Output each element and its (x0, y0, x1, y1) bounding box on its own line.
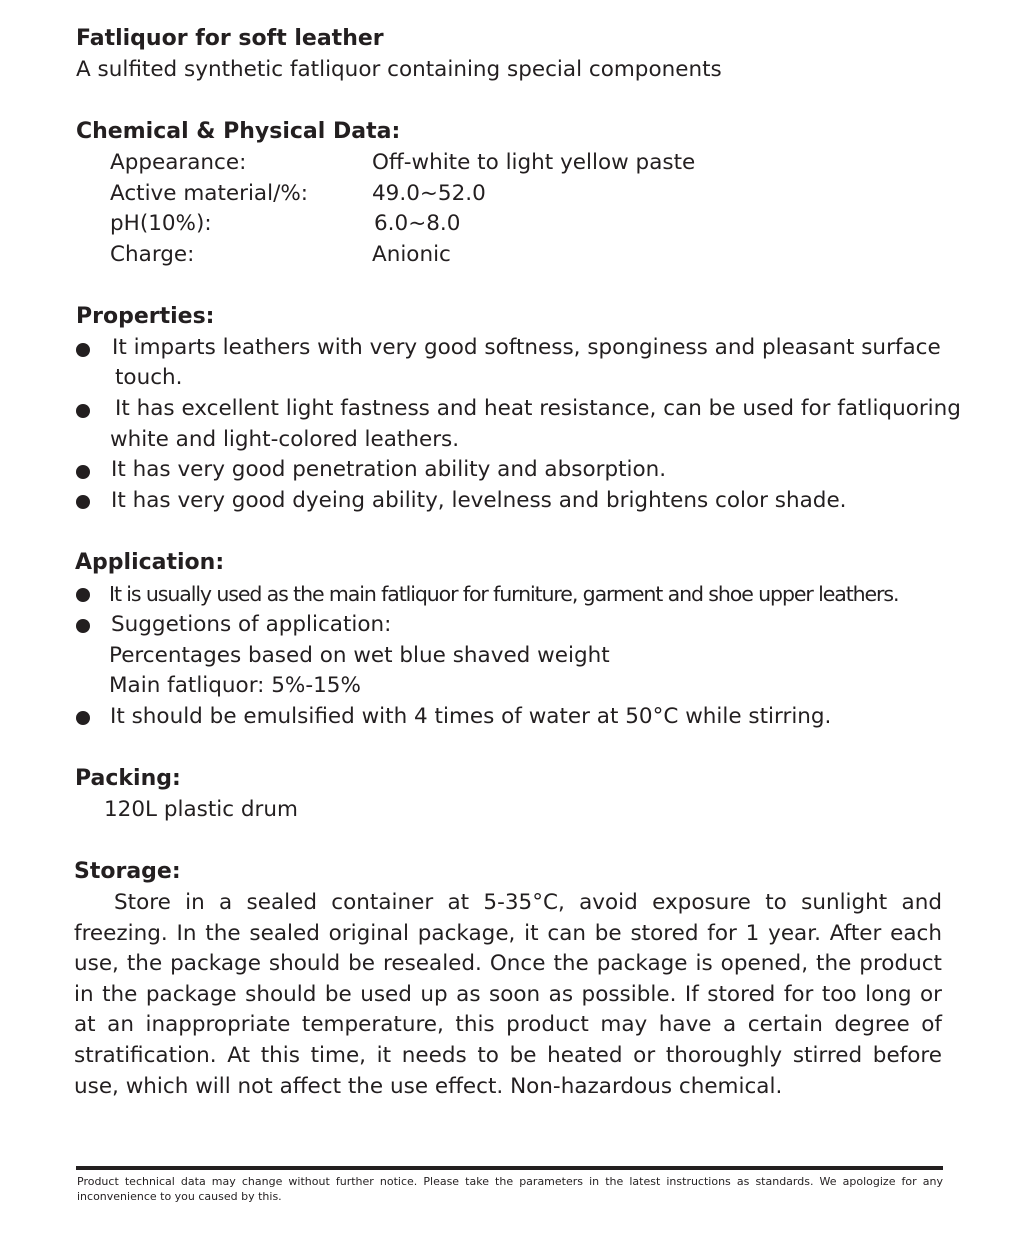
application-item-1: It is usually used as the main fatliquor for furniture, garment and shoe upper leathers. (109, 582, 899, 606)
product-title: Fatliquor for soft leather (76, 26, 384, 51)
bullet-icon (76, 619, 90, 633)
application-item-2-sub1: Percentages based on wet blue shaved weight (109, 643, 610, 668)
property-item-1-line2: touch. (115, 365, 183, 390)
application-item-3: It should be emulsified with 4 times of water at 50°C while stirring. (110, 704, 832, 729)
storage-paragraph (74, 888, 942, 1102)
bullet-icon (76, 343, 90, 357)
property-item-3: It has very good penetration ability and absorption. (111, 457, 667, 482)
chem-label: Active material/%: (110, 181, 308, 206)
chem-label: pH(10%): (110, 211, 212, 236)
property-item-4: It has very good dyeing ability, levelness and brightens color shade. (111, 488, 847, 513)
chem-value: Off-white to light yellow paste (372, 150, 696, 175)
property-item-2-line1: It has excellent light fastness and heat resistance, can be used for fatliquoring (115, 396, 961, 421)
chem-label: Charge: (110, 242, 195, 267)
bullet-icon (76, 711, 90, 725)
properties-heading: Properties: (76, 304, 215, 329)
application-heading: Application: (75, 550, 225, 575)
footer-notice: Product technical data may change without further notice. Please take the parameters in the latest instructions as standards. We apologize for any inconvenience to you caused by this. (77, 1175, 943, 1203)
storage-heading: Storage: (74, 859, 181, 884)
storage-text: Store in a sealed container at 5-35°C, avoid exposure to sunlight and freezing. In the sealed original package, it can be stored for 1 year. After each use, the package should be resealed. Once the package is opened, the product in the package should be used up as soon as possible. If stored for too long or at an inappropriate temperature, this product may have a certain degree of stratification. At this time, it needs to be heated or thoroughly stirred before use, which will not affect the use effect. Non-hazardous chemical. (74, 890, 942, 1099)
bullet-icon (76, 495, 90, 509)
chem-value: 6.0~8.0 (374, 211, 461, 236)
application-item-2: Suggetions of application: (111, 612, 392, 637)
chem-value: Anionic (372, 242, 451, 267)
chem-value: 49.0~52.0 (372, 181, 486, 206)
application-item-2-sub2: Main fatliquor: 5%-15% (109, 673, 361, 698)
property-item-2-line2: white and light-colored leathers. (110, 427, 460, 452)
bullet-icon (76, 404, 90, 418)
chemical-heading: Chemical & Physical Data: (76, 119, 401, 144)
packing-heading: Packing: (75, 766, 181, 791)
bullet-icon (76, 465, 90, 479)
bullet-icon (76, 588, 90, 602)
property-item-1-line1: It imparts leathers with very good softness, sponginess and pleasant surface (112, 335, 941, 360)
chem-label: Appearance: (110, 150, 247, 175)
product-subtitle: A sulfited synthetic fatliquor containing special components (76, 57, 722, 82)
footer-divider (76, 1166, 943, 1170)
packing-text: 120L plastic drum (104, 797, 298, 822)
